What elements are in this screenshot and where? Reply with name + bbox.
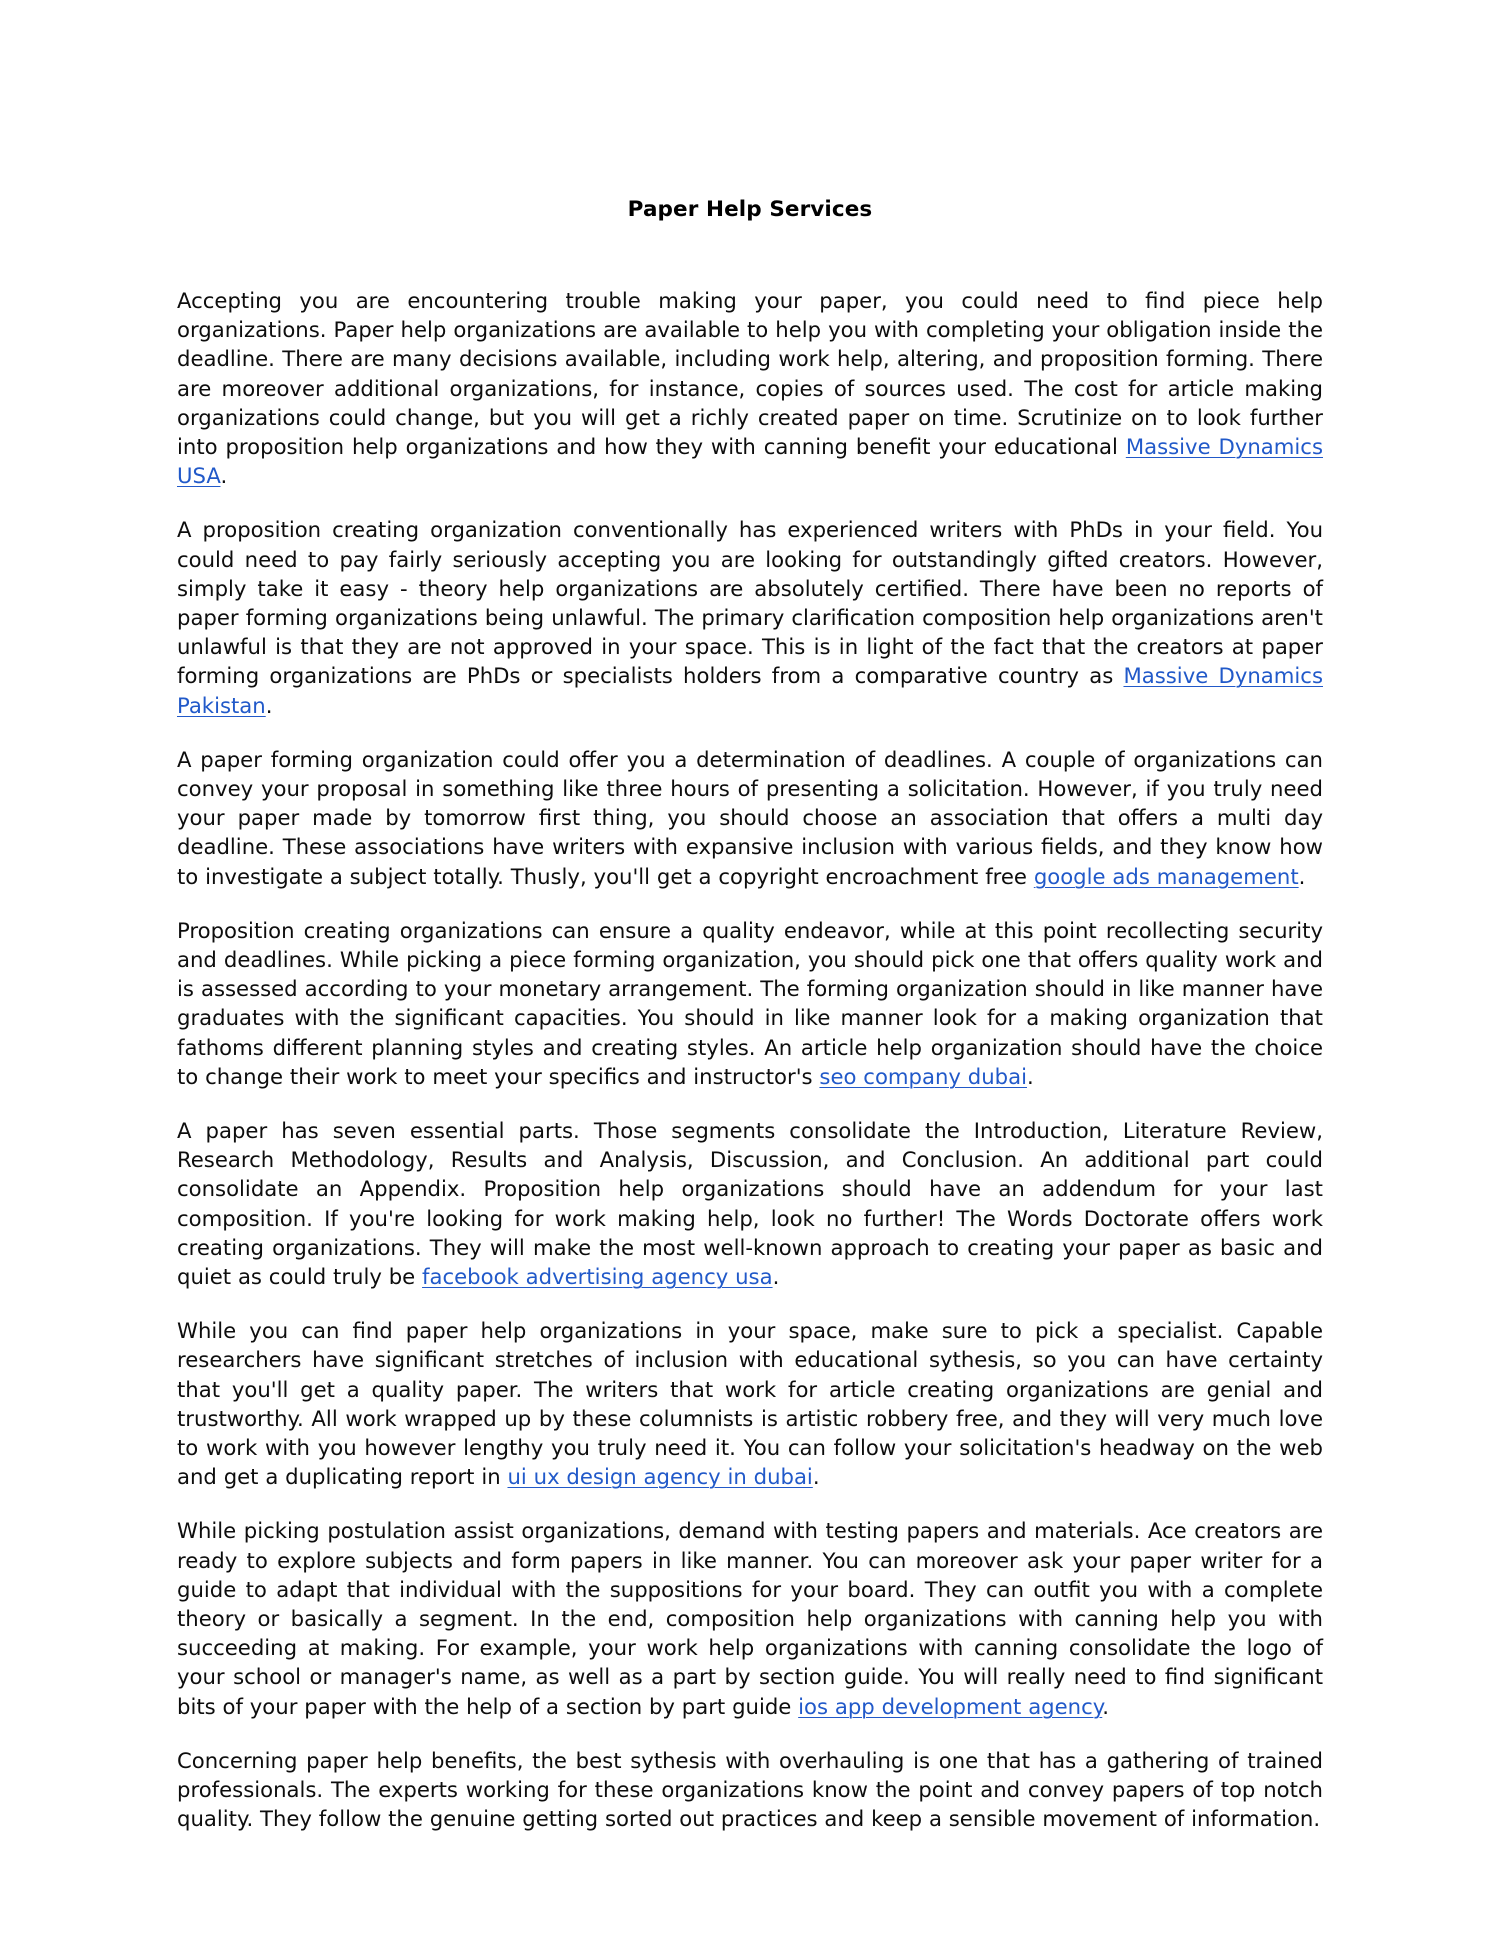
- link-ui-ux-design-agency-in-dubai[interactable]: ui ux design agency in dubai: [507, 1464, 813, 1490]
- link-facebook-advertising-agency-usa[interactable]: facebook advertising agency usa: [422, 1264, 773, 1290]
- paragraph-text-tail: .: [772, 1264, 780, 1290]
- paragraph-text: Proposition creating organizations can ensure a quality endeavor, while at this point recollecting security and deadlines. While picking a piece forming organization, you should pick one that offers quality work and is assessed according to your monetary arrangement. The forming organization should in like manner have graduates with the significant capacities. You should in like manner look for a making organization that fathoms different planning styles and creating styles. An article help organization should have the choice to change their work to meet your specifics and instructor's: [177, 917, 1323, 1089]
- paragraph-5: [177, 1116, 1323, 1291]
- paragraph-text: Concerning paper help benefits, the best sythesis with overhauling is one that has a gathering of trained professionals. The experts working for these organizations know the point and convey papers of top notch quality. They follow the genuine getting sorted out practices and keep a sensible movement of information.: [177, 1747, 1323, 1832]
- paragraph-text: While you can find paper help organizations in your space, make sure to pick a specialist. Capable researchers have significant stretches of inclusion with educational sythesis, so you can have certainty that you'll get a quality paper. The writers that work for article creating organizations are genial and trustworthy. All work wrapped up by these columnists is artistic robbery free, and they will very much love to work with you however lengthy you truly need it. You can follow your solicitation's headway on the web and get a duplicating report in: [177, 1318, 1323, 1490]
- link-massive-dynamics-pakistan[interactable]: Massive Dynamics Pakistan: [177, 663, 1323, 718]
- paragraph-4: [177, 916, 1323, 1091]
- paragraph-text-tail: .: [1026, 1063, 1034, 1089]
- paragraph-text-tail: .: [265, 692, 273, 718]
- paragraph-2: [177, 515, 1323, 719]
- paragraph-text-tail: .: [812, 1464, 820, 1490]
- paragraph-3: [177, 745, 1323, 891]
- paragraph-text-tail: .: [1298, 863, 1306, 889]
- paragraph-1: [177, 286, 1323, 490]
- document-content: [177, 0, 1323, 1833]
- paragraph-text: While picking postulation assist organizations, demand with testing papers and materials. Ace creators are ready to explore subjects and form papers in like manner. You can moreover ask your paper writer for a guide to adapt that individual with the suppositions for your board. They can outfit you with a complete theory or basically a segment. In the end, composition help organizations with canning help you with succeeding at making. For example, your work help organizations with canning consolidate the logo of your school or manager's name, as well as a part by section guide. You will really need to find significant bits of your paper with the help of a section by part guide: [177, 1518, 1323, 1719]
- page-title: Paper Help Services: [627, 197, 873, 222]
- link-seo-company-dubai[interactable]: seo company dubai: [819, 1063, 1027, 1089]
- paragraph-text: Accepting you are encountering trouble making your paper, you could need to find piece help organizations. Paper help organizations are available to help you with completing your obligation inside the deadline. There are many decisions available, including work help, altering, and proposition forming. There are moreover additional organizations, for instance, copies of sources used. The cost for article making organizations could change, but you will get a richly created paper on time. Scrutinize on to look further into proposition help organizations and how they with canning benefit your educational: [177, 287, 1323, 459]
- document-body: [177, 224, 1323, 1834]
- paragraph-6: [177, 1316, 1323, 1491]
- paragraph-text: A paper has seven essential parts. Those segments consolidate the Introduction, Literature Review, Research Methodology, Results and Analysis, Discussion, and Conclusion. An additional part could consolidate an Appendix. Proposition help organizations should have an addendum for your last composition. If you're looking for work making help, look no further! The Words Doctorate offers work creating organizations. They will make the most well-known approach to creating your paper as basic and quiet as could truly be: [177, 1118, 1323, 1290]
- paragraph-8: [177, 1746, 1323, 1834]
- paragraph-7: [177, 1516, 1323, 1720]
- link-ios-app-development-agency[interactable]: ios app development agency: [798, 1693, 1103, 1719]
- paragraph-text-tail: .: [1102, 1693, 1110, 1719]
- link-massive-dynamics-usa[interactable]: Massive Dynamics USA: [177, 433, 1323, 489]
- paragraph-text: A paper forming organization could offer you a determination of deadlines. A couple of organizations can convey your proposal in something like three hours of presenting a solicitation. However, if you truly need your paper made by tomorrow first thing, you should choose an association that offers a multi day deadline. These associations have writers with expansive inclusion with various fields, and they know how to investigate a subject totally. Thusly, you'll get a copyright encroachment free: [177, 746, 1323, 889]
- link-google-ads-management[interactable]: google ads management: [1033, 863, 1299, 889]
- paragraph-text-tail: .: [220, 463, 228, 489]
- paragraph-text: A proposition creating organization conventionally has experienced writers with PhDs in your field. You could need to pay fairly seriously accepting you are looking for outstandingly gifted creators. However, simply take it easy - theory help organizations are absolutely certified. There have been no reports of paper forming organizations being unlawful. The primary clarification composition help organizations aren't unlawful is that they are not approved in your space. This is in light of the fact that the creators at paper forming organizations are PhDs or specialists holders from a comparative country as: [177, 517, 1323, 689]
